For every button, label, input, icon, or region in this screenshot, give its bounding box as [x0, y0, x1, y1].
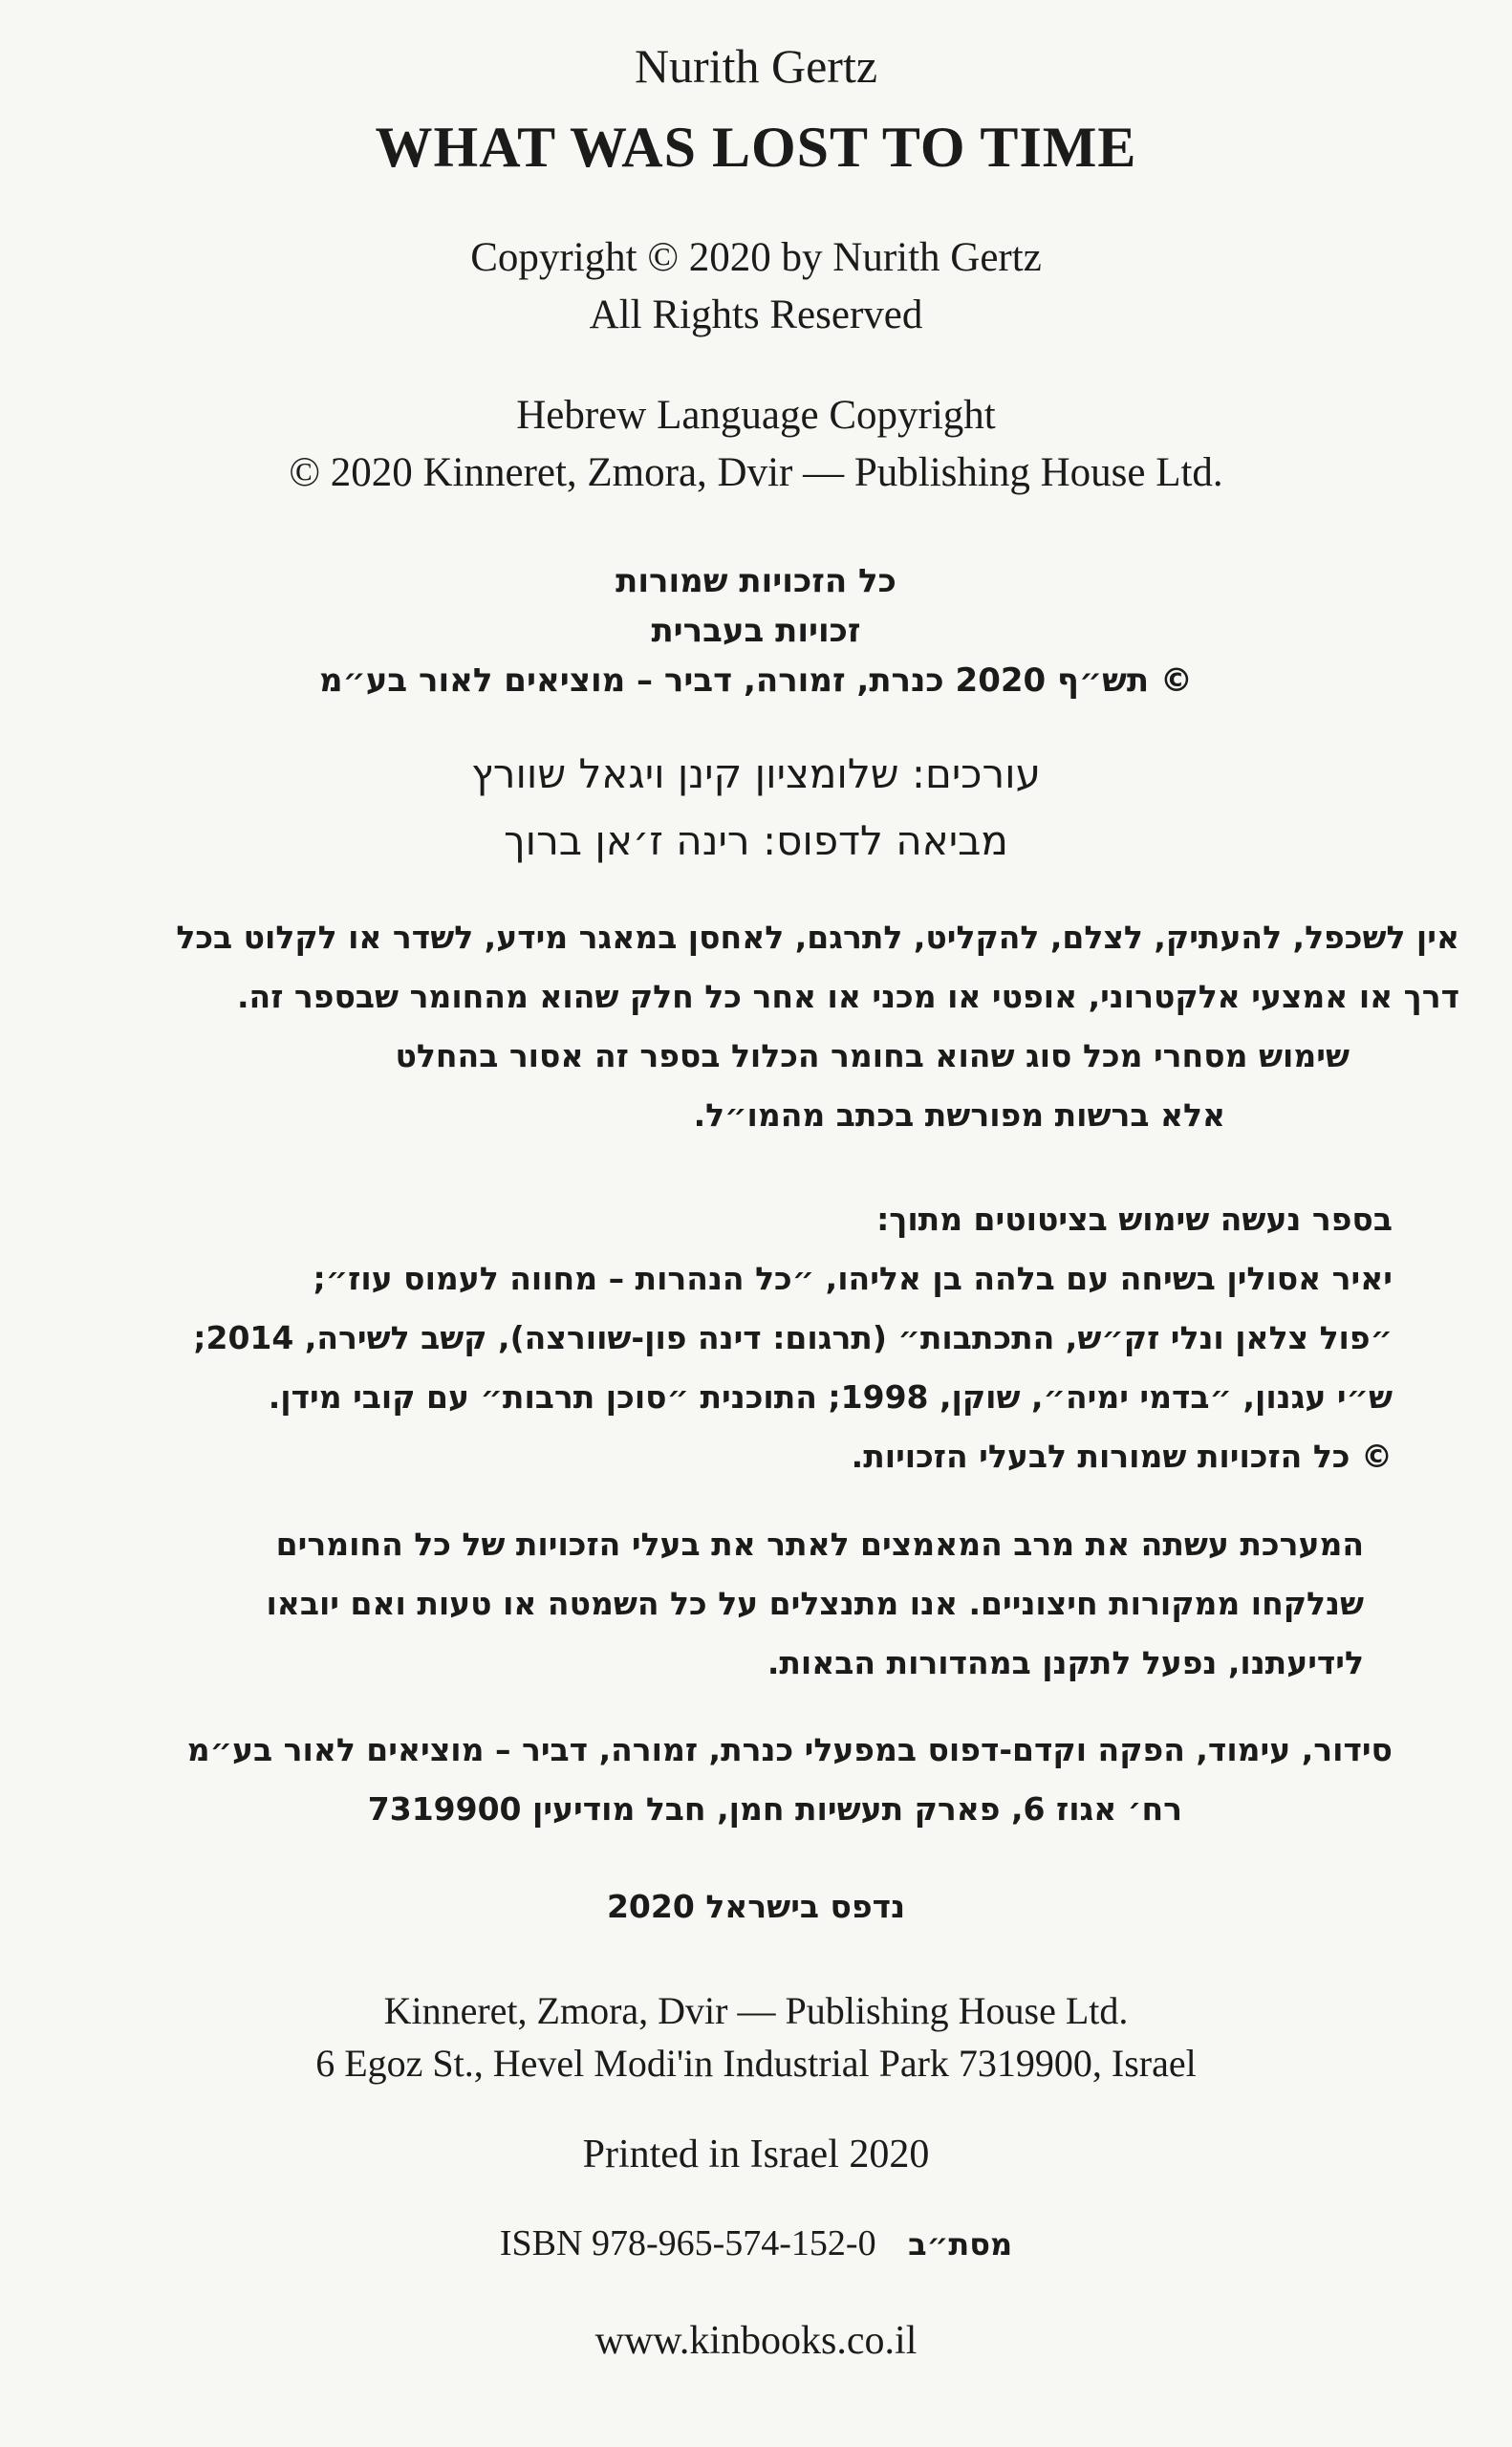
hebrew-language-copyright-holder: © 2020 Kinneret, Zmora, Dvir — Publishing House Ltd.	[289, 450, 1223, 495]
legal-notice-line: אין לשכפל, להעתיק, לצלם, להקליט, לתרגם, לאחסן במאגר מידע, לשדר או לקלוט בכל	[176, 919, 1459, 956]
quotations-notice	[54, 1190, 1393, 1486]
copyright-line: Copyright © 2020 by Nurith Gertz	[470, 235, 1042, 280]
editorial-note-line: לידיעתנו, נפעל לתקנן במהדורות הבאות.	[767, 1644, 1364, 1681]
editorial-note-line: המערכת עשתה את מרב המאמצים לאתר את בעלי הזכויות של כל החומרים	[275, 1526, 1364, 1563]
editorial-note-line: שנלקחו ממקורות חיצוניים. אנו מתנצלים על כל השמטה או טעות ואם יובאו	[266, 1585, 1364, 1622]
production-address: רח׳ אגוז 6, פארק תעשיות חמן, חבל מודיעין 7319900	[367, 1790, 1182, 1828]
rights-reserved-line: All Rights Reserved	[589, 292, 923, 337]
editorial-note	[121, 1515, 1364, 1693]
legal-notice-line: דרך או אמצעי אלקטרוני, אופטי או מכני או אחר כל חלק שהוא מהחומר שבספר זה.	[237, 978, 1459, 1015]
quotations-line: ש״י עגנון, ״בדמי ימיה״, שוקן, 1998; התוכנית ״סוכן תרבות״ עם קובי מידן.	[268, 1378, 1393, 1416]
quotations-line: ״פול צלאן ונלי זק״ש, התכתבות״ (תרגום: דינה פון-שוורצה), קשב לשירה, 2014;	[193, 1319, 1393, 1356]
legal-notice	[54, 908, 1459, 1145]
book-title: WHAT WAS LOST TO TIME	[375, 116, 1137, 179]
editors-credit: עורכים: שלומציון קינן ויגאל שוורץ	[471, 750, 1041, 797]
printed-in-israel: Printed in Israel 2020	[582, 2133, 930, 2176]
printed-in-israel-hebrew: נדפס בישראל 2020	[606, 1888, 906, 1925]
legal-notice-line: שימוש מסחרי מכל סוג שהוא בחומר הכלול בספר זה אסור בהחלט	[395, 1037, 1350, 1074]
publisher-address: 6 Egoz St., Hevel Modi'in Industrial Park 7319900, Israel	[315, 2042, 1197, 2085]
isbn-hebrew-label: מסת״ב	[908, 2226, 1013, 2263]
quotations-line: בספר נעשה שימוש בציטוטים מתוך:	[876, 1201, 1393, 1238]
print-prep-credit: מביאה לדפוס: רינה ז׳אן ברוך	[504, 817, 1008, 864]
quotations-line: © כל הזכויות שמורות לבעלי הזכויות.	[851, 1438, 1393, 1475]
hebrew-rights-reserved: כל הזכויות שמורות	[616, 562, 896, 600]
publisher-name: Kinneret, Zmora, Dvir — Publishing House Ltd.	[383, 1989, 1129, 2032]
production-line: סידור, עימוד, הפקה וקדם-דפוס במפעלי כנרת, זמורה, דביר – מוציאים לאור בע״מ	[186, 1731, 1393, 1768]
production-credit	[54, 1721, 1393, 1839]
isbn-number: ISBN 978-965-574-152-0	[499, 2223, 876, 2263]
legal-notice-line: אלא ברשות מפורשת בכתב מהמו״ל.	[693, 1096, 1225, 1134]
isbn-row	[0, 2222, 1512, 2264]
quotations-line: יאיר אסולין בשיחה עם בלהה בן אליהו, ״כל הנהרות – מחווה לעמוס עוז״;	[313, 1260, 1393, 1297]
hebrew-language-copyright-title: Hebrew Language Copyright	[516, 393, 996, 438]
author-name: Nurith Gertz	[634, 39, 878, 93]
hebrew-rights-label: זכויות בעברית	[651, 612, 861, 650]
hebrew-copyright-holder: © תש״ף 2020 כנרת, זמורה, דביר – מוציאים לאור בע״מ	[319, 661, 1193, 700]
website-link[interactable]: www.kinbooks.co.il	[594, 2319, 918, 2363]
